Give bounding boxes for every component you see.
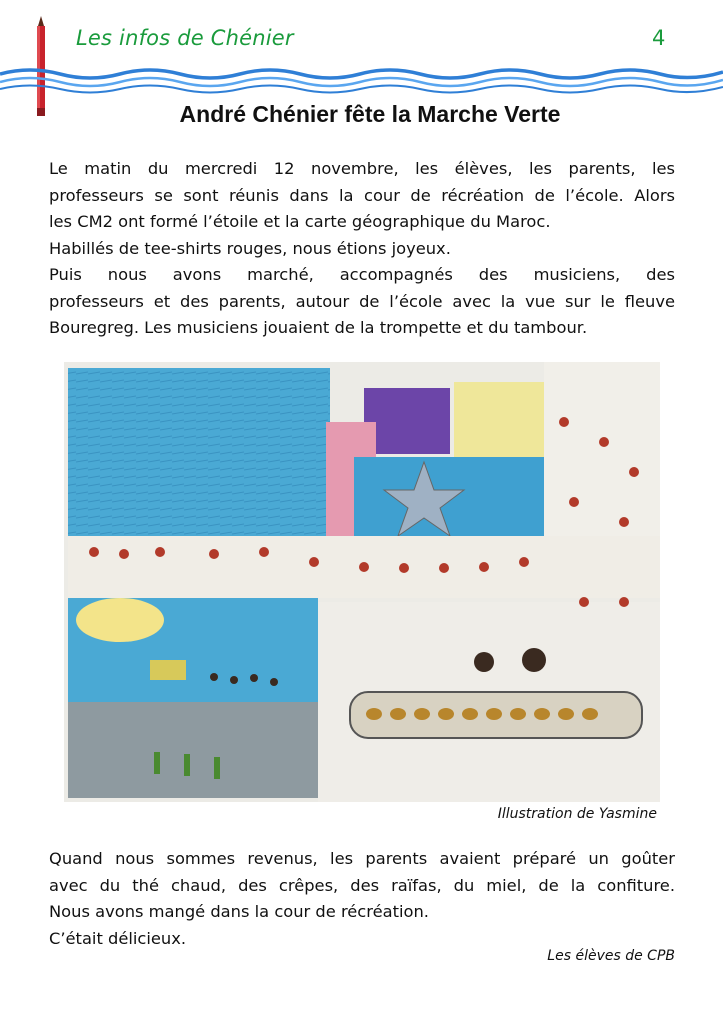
wave-divider bbox=[0, 62, 723, 98]
text-line: Quand nous sommes revenus, les parents avaient préparé un goûter bbox=[49, 849, 675, 868]
text-line: Habillés de tee-shirts rouges, nous étions joyeux. bbox=[49, 238, 451, 258]
text-line: professeurs et des parents, autour de l’école avec la vue sur le fleuve bbox=[49, 291, 675, 311]
article-signature: Les élèves de CPB bbox=[547, 948, 675, 964]
figure-caption: Illustration de Yasmine bbox=[497, 806, 657, 822]
text-line: C’était délicieux. bbox=[49, 928, 187, 948]
page-number: 4 bbox=[652, 26, 666, 50]
text-line: professeurs se sont réunis dans la cour de récréation de l’école. Alors bbox=[49, 185, 675, 205]
article-paragraph-1 bbox=[49, 156, 675, 342]
article-paragraph-2 bbox=[49, 846, 675, 952]
child-drawing-illustration bbox=[64, 362, 660, 802]
newsletter-title: Les infos de Chénier bbox=[76, 26, 294, 50]
text-line: Puis nous avons marché, accompagnés des musiciens, des bbox=[49, 265, 675, 284]
text-line: les CM2 ont formé l’étoile et la carte géographique du Maroc. bbox=[49, 212, 551, 231]
text-line: avec du thé chaud, des crêpes, des raïfas, du miel, de la confiture. bbox=[49, 875, 675, 895]
article-title: André Chénier fête la Marche Verte bbox=[179, 101, 561, 127]
text-line: Le matin du mercredi 12 novembre, les élèves, les parents, les bbox=[49, 159, 675, 178]
text-line: Bouregreg. Les musiciens jouaient de la trompette et du tambour. bbox=[49, 318, 588, 337]
text-line: Nous avons mangé dans la cour de récréation. bbox=[49, 902, 429, 921]
